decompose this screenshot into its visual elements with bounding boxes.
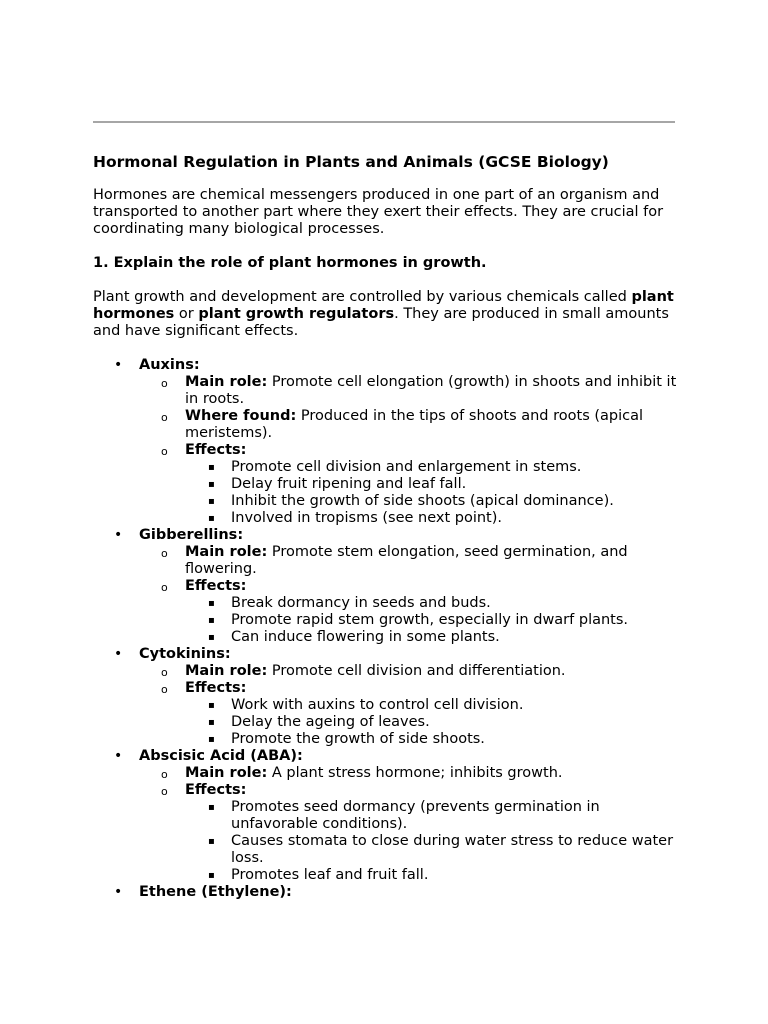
bullet-icon: • bbox=[114, 884, 123, 900]
bullet-icon: • bbox=[114, 527, 123, 543]
growth-text-3: . They are produced in small amounts and have significant effects. bbox=[93, 306, 669, 339]
effect-text: Promote the growth of side shoots. bbox=[231, 731, 485, 747]
effect-item bbox=[185, 867, 678, 884]
effects-label: Effects: bbox=[185, 578, 247, 594]
bullet-icon: ▪ bbox=[208, 870, 215, 881]
main-role-item bbox=[139, 765, 678, 782]
growth-bold-1: plant hormones bbox=[93, 289, 674, 322]
main-role-text: Promote stem elongation, seed germination, and flowering. bbox=[185, 544, 628, 577]
effect-text: Can induce flowering in some plants. bbox=[231, 629, 500, 645]
effect-item bbox=[185, 731, 678, 748]
effects-item bbox=[139, 680, 678, 748]
bullet-icon: o bbox=[161, 377, 168, 390]
effects-list bbox=[185, 595, 678, 646]
effect-text: Promotes seed dormancy (prevents germination in unfavorable conditions). bbox=[231, 799, 600, 832]
hormone-item bbox=[93, 357, 678, 527]
effect-text: Work with auxins to control cell division. bbox=[231, 697, 524, 713]
bullet-icon: o bbox=[161, 581, 168, 594]
hormone-name: Auxins: bbox=[139, 357, 200, 373]
bullet-icon: o bbox=[161, 411, 168, 424]
bullet-icon: o bbox=[161, 768, 168, 781]
bullet-icon: o bbox=[161, 785, 168, 798]
main-role-item bbox=[139, 544, 678, 578]
where-found-item bbox=[139, 408, 678, 442]
bullet-icon: ▪ bbox=[208, 496, 215, 507]
effect-item bbox=[185, 459, 678, 476]
effect-item bbox=[185, 714, 678, 731]
where-found-text: Produced in the tips of shoots and roots (apical meristems). bbox=[185, 408, 644, 441]
effect-item bbox=[185, 476, 678, 493]
bullet-icon: ▪ bbox=[208, 700, 215, 711]
effects-list bbox=[185, 697, 678, 748]
bullet-icon: ▪ bbox=[208, 598, 215, 609]
main-role-text: Promote cell elongation (growth) in shoots and inhibit it in roots. bbox=[185, 374, 677, 407]
main-role-text: A plant stress hormone; inhibits growth. bbox=[267, 765, 563, 781]
main-role-text: Promote cell division and differentiation. bbox=[267, 663, 566, 679]
effect-text: Promote rapid stem growth, especially in dwarf plants. bbox=[231, 612, 629, 628]
bullet-icon: ▪ bbox=[208, 717, 215, 728]
growth-text-1: Plant growth and development are controlled by various chemicals called bbox=[93, 289, 632, 305]
bullet-icon: ▪ bbox=[208, 479, 215, 490]
hormone-item bbox=[93, 527, 678, 646]
bullet-icon: o bbox=[161, 445, 168, 458]
horizontal-rule bbox=[93, 121, 675, 123]
bullet-icon: ▪ bbox=[208, 836, 215, 847]
effects-item bbox=[139, 782, 678, 884]
effect-text: Delay fruit ripening and leaf fall. bbox=[231, 476, 467, 492]
bullet-icon: ▪ bbox=[208, 615, 215, 626]
effect-item bbox=[185, 697, 678, 714]
effect-text: Break dormancy in seeds and buds. bbox=[231, 595, 491, 611]
document-body bbox=[93, 152, 678, 901]
effect-item bbox=[185, 833, 678, 867]
effect-text: Inhibit the growth of side shoots (apical dominance). bbox=[231, 493, 614, 509]
hormone-name: Gibberellins: bbox=[139, 527, 244, 543]
growth-text-2: or bbox=[174, 306, 199, 322]
where-found-label: Where found: bbox=[185, 408, 297, 424]
page-title: Hormonal Regulation in Plants and Animals (GCSE Biology) bbox=[93, 153, 609, 171]
hormone-details bbox=[139, 663, 678, 748]
hormone-list bbox=[93, 357, 678, 901]
effects-label: Effects: bbox=[185, 442, 247, 458]
main-role-label: Main role: bbox=[185, 374, 268, 390]
main-role-label: Main role: bbox=[185, 544, 268, 560]
effect-text: Causes stomata to close during water stress to reduce water loss. bbox=[231, 833, 674, 866]
effect-text: Involved in tropisms (see next point). bbox=[231, 510, 503, 526]
effect-item bbox=[185, 612, 678, 629]
bullet-icon: • bbox=[114, 357, 123, 373]
effect-item bbox=[185, 629, 678, 646]
question-heading: 1. Explain the role of plant hormones in growth. bbox=[93, 255, 487, 271]
effect-item bbox=[185, 595, 678, 612]
effect-item bbox=[185, 799, 678, 833]
hormone-item bbox=[93, 884, 678, 901]
hormone-name: Cytokinins: bbox=[139, 646, 231, 662]
effects-label: Effects: bbox=[185, 782, 247, 798]
bullet-icon: ▪ bbox=[208, 802, 215, 813]
main-role-item bbox=[139, 663, 678, 680]
effects-item bbox=[139, 442, 678, 527]
main-role-label: Main role: bbox=[185, 765, 268, 781]
effects-label: Effects: bbox=[185, 680, 247, 696]
bullet-icon: ▪ bbox=[208, 462, 215, 473]
hormone-name: Abscisic Acid (ABA): bbox=[139, 748, 303, 764]
effect-item bbox=[185, 510, 678, 527]
growth-bold-2: plant growth regulators bbox=[198, 306, 395, 322]
effect-text: Promote cell division and enlargement in stems. bbox=[231, 459, 582, 475]
intro-paragraph: Hormones are chemical messengers produced in one part of an organism and transported to another part where they exert their effects. They are crucial for coordinating many biological processes. bbox=[93, 187, 664, 237]
main-role-label: Main role: bbox=[185, 663, 268, 679]
effects-item bbox=[139, 578, 678, 646]
hormone-item bbox=[93, 748, 678, 884]
hormone-item bbox=[93, 646, 678, 748]
effect-text: Promotes leaf and fruit fall. bbox=[231, 867, 429, 883]
bullet-icon: o bbox=[161, 547, 168, 560]
main-role-item bbox=[139, 374, 678, 408]
growth-paragraph bbox=[93, 289, 678, 340]
bullet-icon: o bbox=[161, 683, 168, 696]
hormone-details bbox=[139, 544, 678, 646]
bullet-icon: • bbox=[114, 646, 123, 662]
bullet-icon: o bbox=[161, 666, 168, 679]
hormone-details bbox=[139, 374, 678, 527]
effect-text: Delay the ageing of leaves. bbox=[231, 714, 430, 730]
effects-list bbox=[185, 799, 678, 884]
bullet-icon: ▪ bbox=[208, 513, 215, 524]
bullet-icon: ▪ bbox=[208, 632, 215, 643]
hormone-details bbox=[139, 765, 678, 884]
bullet-icon: • bbox=[114, 748, 123, 764]
bullet-icon: ▪ bbox=[208, 734, 215, 745]
hormone-name: Ethene (Ethylene): bbox=[139, 884, 292, 900]
effect-item bbox=[185, 493, 678, 510]
effects-list bbox=[185, 459, 678, 527]
